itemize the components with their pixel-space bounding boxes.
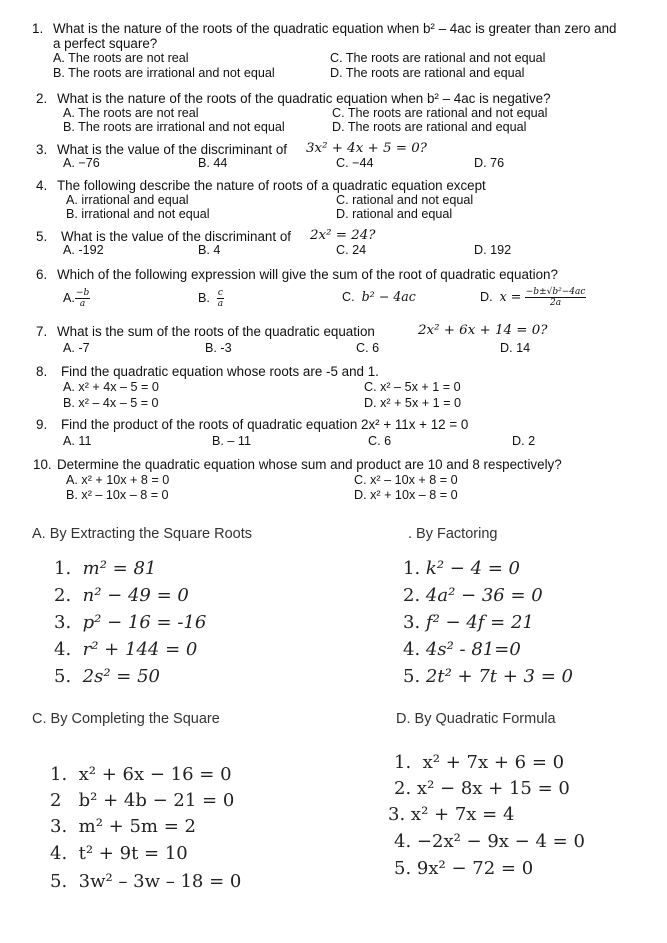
q9-option-c: C. 6 xyxy=(368,434,392,448)
item-number: 4. xyxy=(50,843,68,864)
q1-option-a: A. The roots are not real xyxy=(53,51,189,65)
item-equation: 4a² − 36 = 0 xyxy=(425,585,543,606)
q7-option-a: A. -7 xyxy=(63,341,90,355)
q6-option-c-expression: b² − 4ac xyxy=(361,289,416,304)
item-equation: x² + 6x − 16 = 0 xyxy=(78,764,232,785)
item-equation: 2s² = 50 xyxy=(82,666,160,687)
section-c-item xyxy=(50,790,234,811)
q5-equation: 2x² = 24? xyxy=(310,228,376,243)
q8-option-a: A. x² + 4x – 5 = 0 xyxy=(63,380,159,394)
section-a-item xyxy=(54,639,197,660)
section-d-item xyxy=(388,804,514,825)
q7-option-d: D. 14 xyxy=(500,341,531,355)
q1-option-b: B. The roots are irrational and not equal xyxy=(53,66,275,80)
section-a-item xyxy=(54,612,206,633)
q2-number: 2. xyxy=(36,91,48,106)
item-equation: x² + 7x + 6 = 0 xyxy=(422,752,565,773)
q3-equation: 3x² + 4x + 5 = 0? xyxy=(306,141,427,156)
q1-text: What is the nature of the roots of the quadratic equation when b² – 4ac is greater than zero and xyxy=(53,21,617,36)
q5-option-a: A. -192 xyxy=(63,243,104,257)
q6-option-c-label: C. xyxy=(342,290,355,304)
q4-option-a: A. irrational and equal xyxy=(66,193,189,207)
section-b-item xyxy=(403,666,573,687)
q6-option-b xyxy=(198,288,224,309)
item-equation: b² + 4b − 21 = 0 xyxy=(78,790,235,811)
q3-number: 3. xyxy=(36,142,48,157)
q10-option-c: C. x² – 10x + 8 = 0 xyxy=(354,473,458,487)
q6-option-d xyxy=(480,287,586,308)
item-number: 2. xyxy=(403,585,421,606)
q4-option-d: D. rational and equal xyxy=(336,207,453,221)
item-number: 2 xyxy=(50,790,62,811)
item-number: 5. xyxy=(54,666,72,687)
q3-option-d: D. 76 xyxy=(474,156,505,170)
item-number: 3. xyxy=(403,612,421,633)
section-d-title: D. By Quadratic Formula xyxy=(396,711,556,727)
item-number: 1. xyxy=(394,752,412,773)
q2-option-c: C. The roots are rational and not equal xyxy=(332,106,548,120)
item-equation: x² − 8x + 15 = 0 xyxy=(416,778,570,799)
section-c-title: C. By Completing the Square xyxy=(32,711,220,727)
item-number: 1. xyxy=(54,558,72,579)
item-equation: f² − 4f = 21 xyxy=(425,612,534,633)
q10-number: 10. xyxy=(33,457,52,472)
q7-text: What is the sum of the roots of the quadratic equation xyxy=(57,324,375,339)
q8-text: Find the quadratic equation whose roots are -5 and 1. xyxy=(61,364,379,379)
item-number: 3. xyxy=(50,816,68,837)
q5-number: 5. xyxy=(36,229,48,244)
q6-number: 6. xyxy=(36,267,48,282)
item-number: 2. xyxy=(54,585,72,606)
q10-option-d: D. x² + 10x – 8 = 0 xyxy=(354,488,458,502)
section-c-item xyxy=(50,816,196,837)
item-number: 1. xyxy=(403,558,421,579)
q6-b-numerator: c xyxy=(217,288,223,298)
q4-number: 4. xyxy=(36,178,48,193)
q3-option-c: C. −44 xyxy=(336,156,374,170)
item-number: 3. xyxy=(388,804,406,825)
q6-option-c xyxy=(342,290,416,304)
section-c-item xyxy=(50,871,241,892)
item-equation: 9x² − 72 = 0 xyxy=(416,858,534,879)
item-equation: m² = 81 xyxy=(82,558,157,579)
q1-option-d: D. The roots are rational and equal xyxy=(330,66,525,80)
q6-option-d-label: D. xyxy=(480,289,493,304)
q1-option-c: C. The roots are rational and not equal xyxy=(330,51,546,65)
section-b-item xyxy=(403,612,534,633)
q10-option-a: A. x² + 10x + 8 = 0 xyxy=(66,473,170,487)
q7-equation: 2x² + 6x + 14 = 0? xyxy=(418,323,548,338)
q6-d-denominator: 2a xyxy=(550,298,562,308)
q2-option-a: A. The roots are not real xyxy=(63,106,199,120)
item-equation: m² + 5m = 2 xyxy=(78,816,196,837)
q10-text: Determine the quadratic equation whose sum and product are 10 and 8 respectively? xyxy=(57,457,562,472)
section-b-item xyxy=(403,639,521,660)
q7-option-b: B. -3 xyxy=(205,341,232,355)
item-equation: −2x² − 9x − 4 = 0 xyxy=(416,831,585,852)
q3-text: What is the value of the discriminant of xyxy=(57,142,287,157)
q8-option-c: C. x² – 5x + 1 = 0 xyxy=(364,380,461,394)
item-equation: k² − 4 = 0 xyxy=(425,558,520,579)
q3-option-b: B. 44 xyxy=(198,156,228,170)
q6-d-lhs: x = xyxy=(499,288,522,304)
q6-option-a-label: A. xyxy=(63,290,75,305)
section-d-item xyxy=(394,778,570,799)
item-number: 2. xyxy=(394,778,412,799)
q9-option-b: B. – 11 xyxy=(212,434,251,448)
item-equation: x² + 7x = 4 xyxy=(410,804,515,825)
section-b-title: . By Factoring xyxy=(408,526,498,542)
section-d-item xyxy=(394,752,564,773)
q5-option-c: C. 24 xyxy=(336,243,367,257)
q9-option-a: A. 11 xyxy=(63,434,92,448)
q10-option-b: B. x² – 10x – 8 = 0 xyxy=(66,488,169,502)
q6-text: Which of the following expression will give the sum of the root of quadratic equation? xyxy=(57,267,558,282)
item-equation: r² + 144 = 0 xyxy=(82,639,198,660)
q5-text: What is the value of the discriminant of xyxy=(61,229,291,244)
section-a-item xyxy=(54,558,156,579)
item-equation: p² − 16 = -16 xyxy=(82,612,207,633)
q9-number: 9. xyxy=(36,417,48,432)
q6-a-denominator: a xyxy=(79,299,86,309)
q7-option-c: C. 6 xyxy=(356,341,380,355)
q1-number: 1. xyxy=(32,21,44,36)
q6-option-b-fraction xyxy=(217,288,224,309)
item-number: 4. xyxy=(403,639,421,660)
section-a-item xyxy=(54,666,160,687)
item-equation: 2t² + 7t + 3 = 0 xyxy=(425,666,573,687)
q2-option-d: D. The roots are rational and equal xyxy=(332,120,527,134)
section-c-item xyxy=(50,843,188,864)
item-equation: 4s² - 81=0 xyxy=(425,639,521,660)
item-number: 4. xyxy=(54,639,72,660)
q8-number: 8. xyxy=(36,364,48,379)
q9-text: Find the product of the roots of quadratic equation 2x² + 11x + 12 = 0 xyxy=(61,417,469,432)
q6-a-numerator: −b xyxy=(75,288,90,298)
section-d-item xyxy=(394,858,533,879)
q2-text: What is the nature of the roots of the quadratic equation when b² – 4ac is negative? xyxy=(57,91,551,106)
item-equation: t² + 9t = 10 xyxy=(78,843,188,864)
q8-option-d: D. x² + 5x + 1 = 0 xyxy=(364,396,461,410)
q9-option-d: D. 2 xyxy=(512,434,536,448)
item-equation: n² − 49 = 0 xyxy=(82,585,189,606)
item-number: 5. xyxy=(394,858,412,879)
q5-option-b: B. 4 xyxy=(198,243,221,257)
section-d-item xyxy=(394,831,585,852)
section-a-item xyxy=(54,585,189,606)
item-number: 3. xyxy=(54,612,72,633)
item-number: 4. xyxy=(394,831,412,852)
item-number: 5. xyxy=(50,871,68,892)
item-number: 1. xyxy=(50,764,68,785)
q8-option-b: B. x² – 4x – 5 = 0 xyxy=(63,396,159,410)
q4-option-b: B. irrational and not equal xyxy=(66,207,210,221)
q6-option-b-label: B. xyxy=(198,290,210,305)
q6-b-denominator: a xyxy=(217,299,224,309)
q6-d-numerator: −b±√b²−4ac xyxy=(525,287,586,297)
q2-option-b: B. The roots are irrational and not equal xyxy=(63,120,285,134)
q7-number: 7. xyxy=(36,324,48,339)
q6-option-d-fraction xyxy=(525,287,587,308)
section-c-item xyxy=(50,764,232,785)
q3-option-a: A. −76 xyxy=(63,156,100,170)
q4-option-c: C. rational and not equal xyxy=(336,193,474,207)
q6-option-a xyxy=(63,288,90,309)
section-b-item xyxy=(403,585,543,606)
q6-option-a-fraction xyxy=(75,288,90,309)
section-a-title: A. By Extracting the Square Roots xyxy=(32,526,253,542)
item-equation: 3w² – 3w – 18 = 0 xyxy=(78,871,242,892)
q4-text: The following describe the nature of roots of a quadratic equation except xyxy=(57,178,486,193)
item-number: 5. xyxy=(403,666,421,687)
q5-option-d: D. 192 xyxy=(474,243,512,257)
q1-text-cont: a perfect square? xyxy=(53,36,158,51)
section-b-item xyxy=(403,558,520,579)
